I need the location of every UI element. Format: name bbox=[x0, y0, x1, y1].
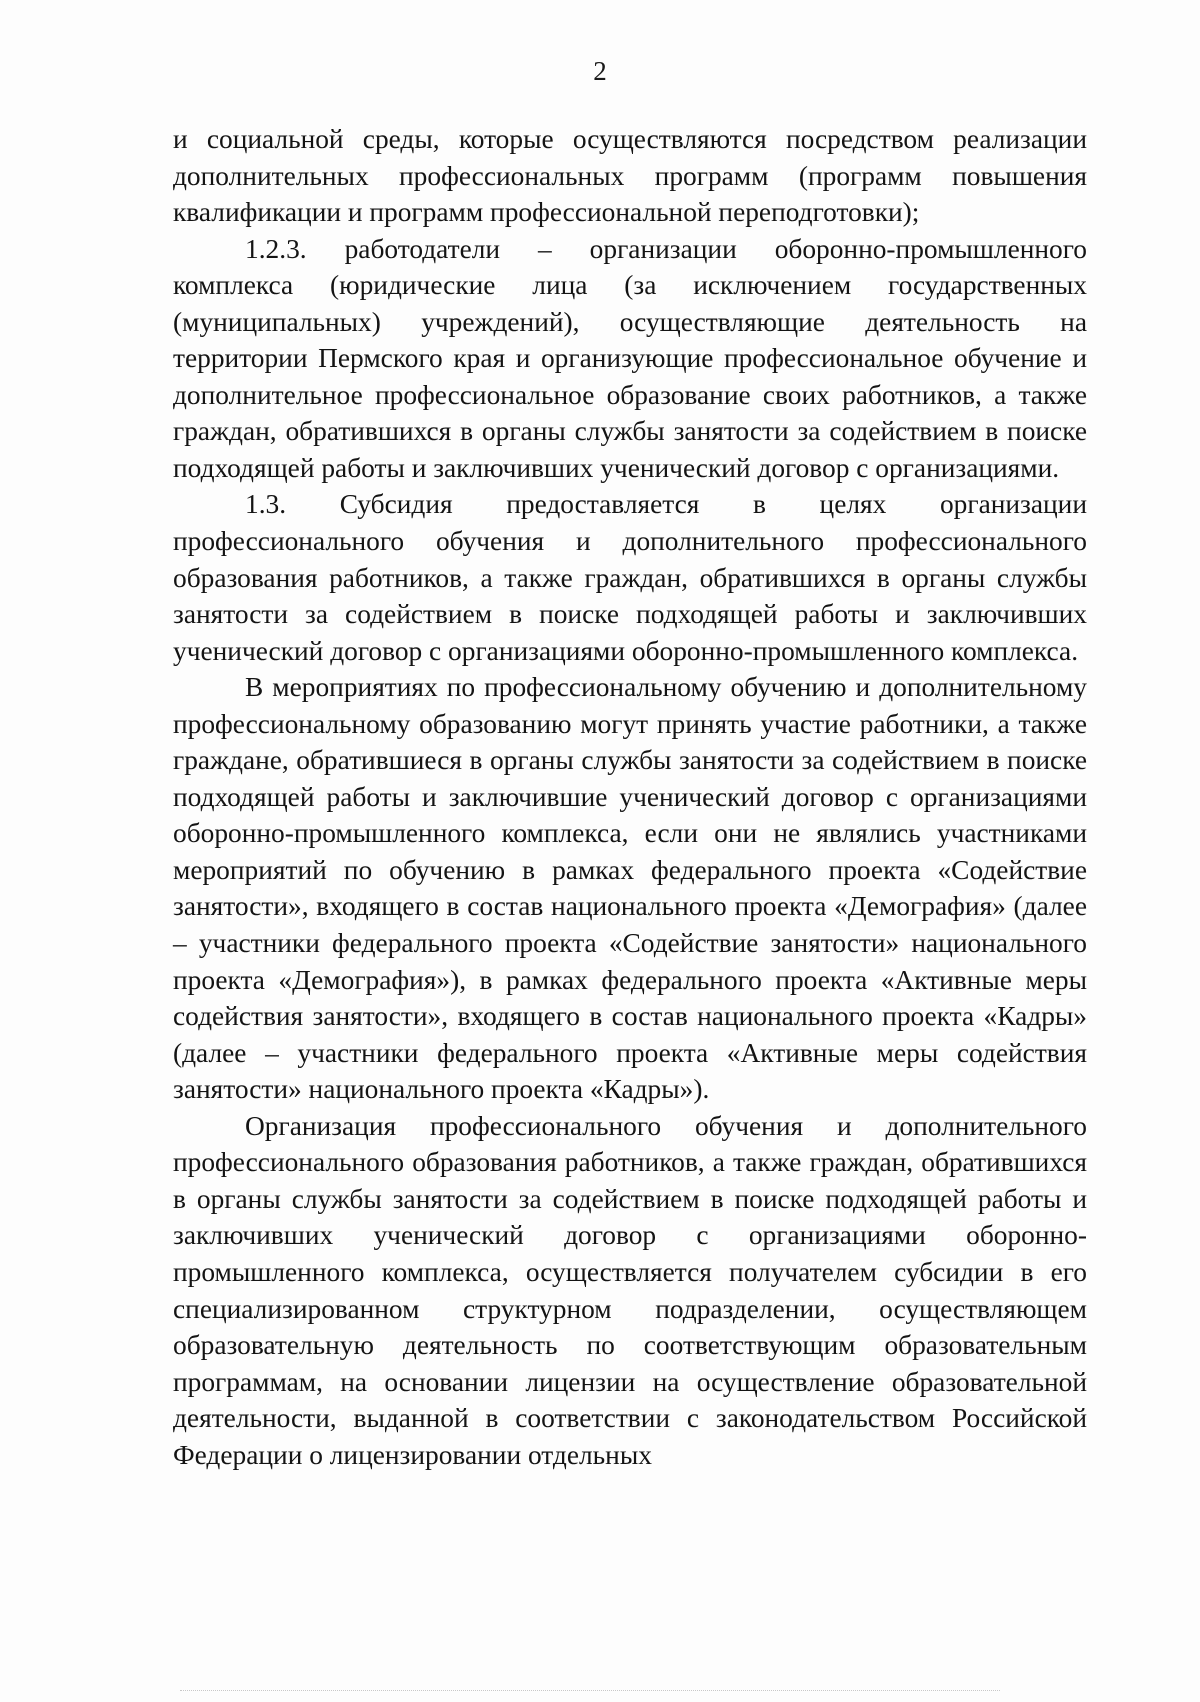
page-number: 2 bbox=[593, 56, 607, 86]
document-body bbox=[173, 121, 1087, 1473]
paragraph-1-continuation: и социальной среды, которые осуществляются посредством реализации дополнительных профессиональных программ (программ повышения квалификации и программ профессиональной переподготовки); bbox=[173, 124, 1087, 228]
paragraph-1-2-3-employers: 1.2.3. работодатели – организации оборонно-промышленного комплекса (юридические лица (за исключением государственных (муниципальных) учреждений), осуществляющие деятельность на территории Пермского края и организующие профессиональное обучение и дополнительное профессиональное образование своих работников, а также граждан, обратившихся в органы службы занятости за содействием в поиске подходящей работы и заключивших ученический договор с организациями. bbox=[173, 233, 1087, 483]
paragraph-organization: Организация профессионального обучения и дополнительного профессионального образования работников, а также граждан, обратившихся в органы службы занятости за содействием в поиске подходящей работы и заключивших ученический договор с организациями оборонно-промышленного комплекса, осуществляется получателем субсидии в его специализированном структурном подразделении, осуществляющем образовательную деятельность по соответствующим образовательным программам, на основании лицензии на осуществление образовательной деятельности, выданной в соответствии с законодательством Российской Федерации о лицензировании отдельных bbox=[173, 1110, 1087, 1470]
scan-bottom-edge bbox=[180, 1690, 1000, 1692]
paragraph-participants: В мероприятиях по профессиональному обучению и дополнительному профессиональному образованию могут принять участие работники, а также граждане, обратившиеся в органы службы занятости за содействием в поиске подходящей работы и заключившие ученический договор с организациями оборонно-промышленного комплекса, если они не являлись участниками мероприятий по обучению в рамках федерального проекта «Содействие занятости», входящего в состав национального проекта «Демография» (далее – участники федерального проекта «Содействие занятости» национального проекта «Демография»), в рамках федерального проекта «Активные меры содействия занятости», входящего в состав национального проекта «Кадры» (далее – участники федерального проекта «Активные меры содействия занятости» национального проекта «Кадры»). bbox=[173, 672, 1087, 1105]
paragraph-1-3-subsidy: 1.3. Субсидия предоставляется в целях организации профессионального обучения и дополнительного профессионального образования работников, а также граждан, обратившихся в органы службы занятости за содействием в поиске подходящей работы и заключивших ученический договор с организациями оборонно-промышленного комплекса. bbox=[173, 489, 1087, 666]
